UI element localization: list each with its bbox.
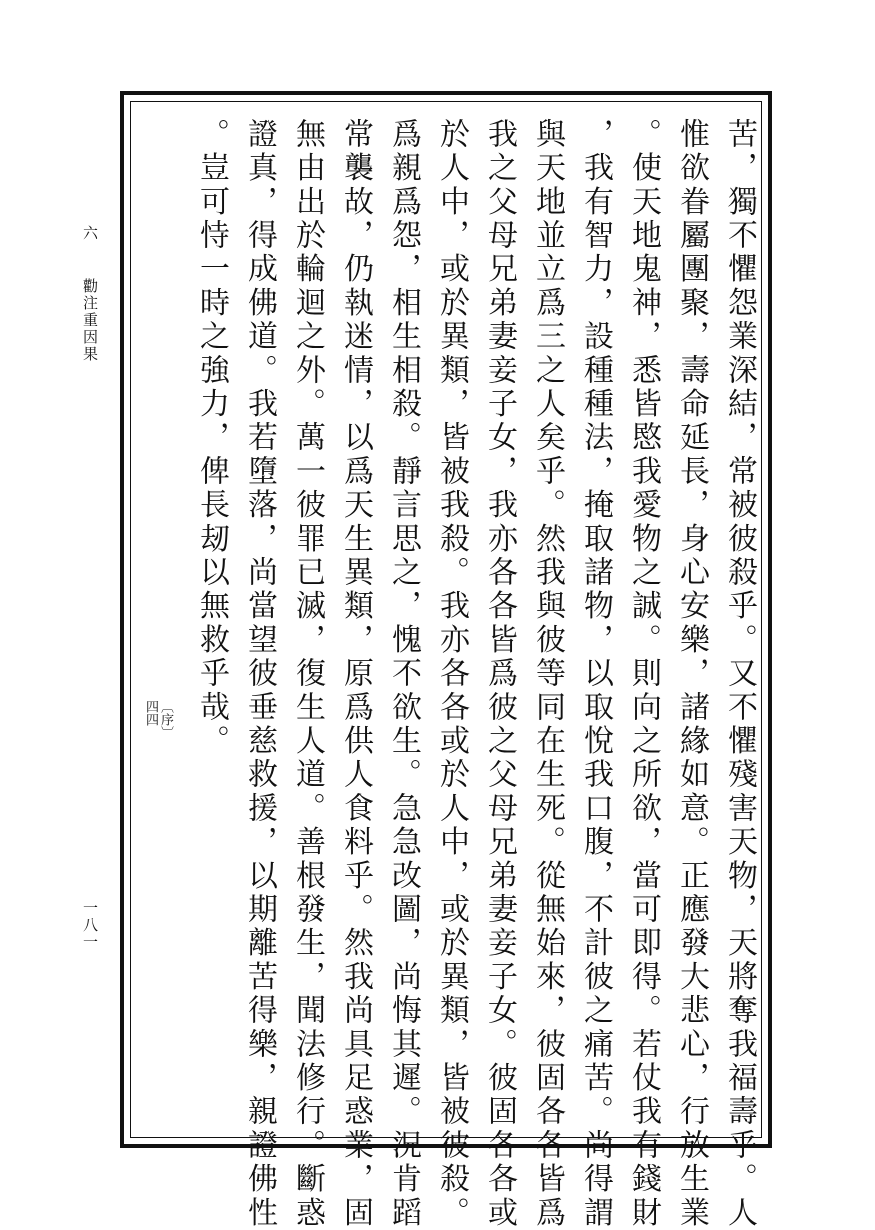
text-column-7: 於人中，或於異類，皆被我殺。我亦各各或於人中，或於異類，皆被彼殺。	[434, 118, 469, 1230]
text-column-3: 。使天地鬼神，悉皆愍我愛物之誠。則向之所欲，當可即得。若仗我有錢財	[626, 118, 661, 1230]
text-column-4: ，我有智力，設種種法，掩取諸物，以取悅我口腹，不計彼之痛苦。尚得謂	[578, 118, 613, 1230]
text-column-5: 與天地並立爲三之人矣乎。然我與彼等同在生死。從無始來，彼固各各皆爲	[530, 118, 565, 1230]
text-column-2: 惟欲眷屬團聚，壽命延長，身心安樂，諸緣如意。正應發大悲心，行放生業	[674, 118, 709, 1230]
text-column-9: 常襲故，仍執迷情，以爲天生異類，原爲供人食料乎。然我尚具足惑業，固	[338, 118, 373, 1230]
section-number: 六	[81, 225, 99, 242]
text-column-8: 爲親爲怨，相生相殺。靜言思之，愧不欲生。急急改圖，尚悔其遲。況肯蹈	[386, 118, 421, 1230]
source-note: 〔序〕	[158, 700, 173, 739]
text-column-11: 證真，得成佛道。我若墮落，尚當望彼垂慈救援，以期離苦得樂，親證佛性	[242, 118, 277, 1230]
text-column-6: 我之父母兄弟妻妾子女，我亦各各皆爲彼之父母兄弟妻妾子女。彼固各各或	[482, 118, 517, 1230]
chapter-title: 勸注重因果	[81, 277, 99, 363]
text-column-12: 。豈可恃一時之強力，俾長刼以無救乎哉。	[194, 118, 229, 759]
text-column-1: 苦，獨不懼怨業深結，常被彼殺乎。又不懼殘害天物，天將奪我福壽乎。人	[722, 118, 757, 1230]
page-number: 一八一	[81, 900, 99, 951]
text-column-10: 無由出於輪迴之外。萬一彼罪已滅，復生人道。善根發生，聞法修行。斷惑	[290, 118, 325, 1230]
source-note-page: 四四	[143, 700, 158, 726]
running-header	[80, 225, 101, 363]
